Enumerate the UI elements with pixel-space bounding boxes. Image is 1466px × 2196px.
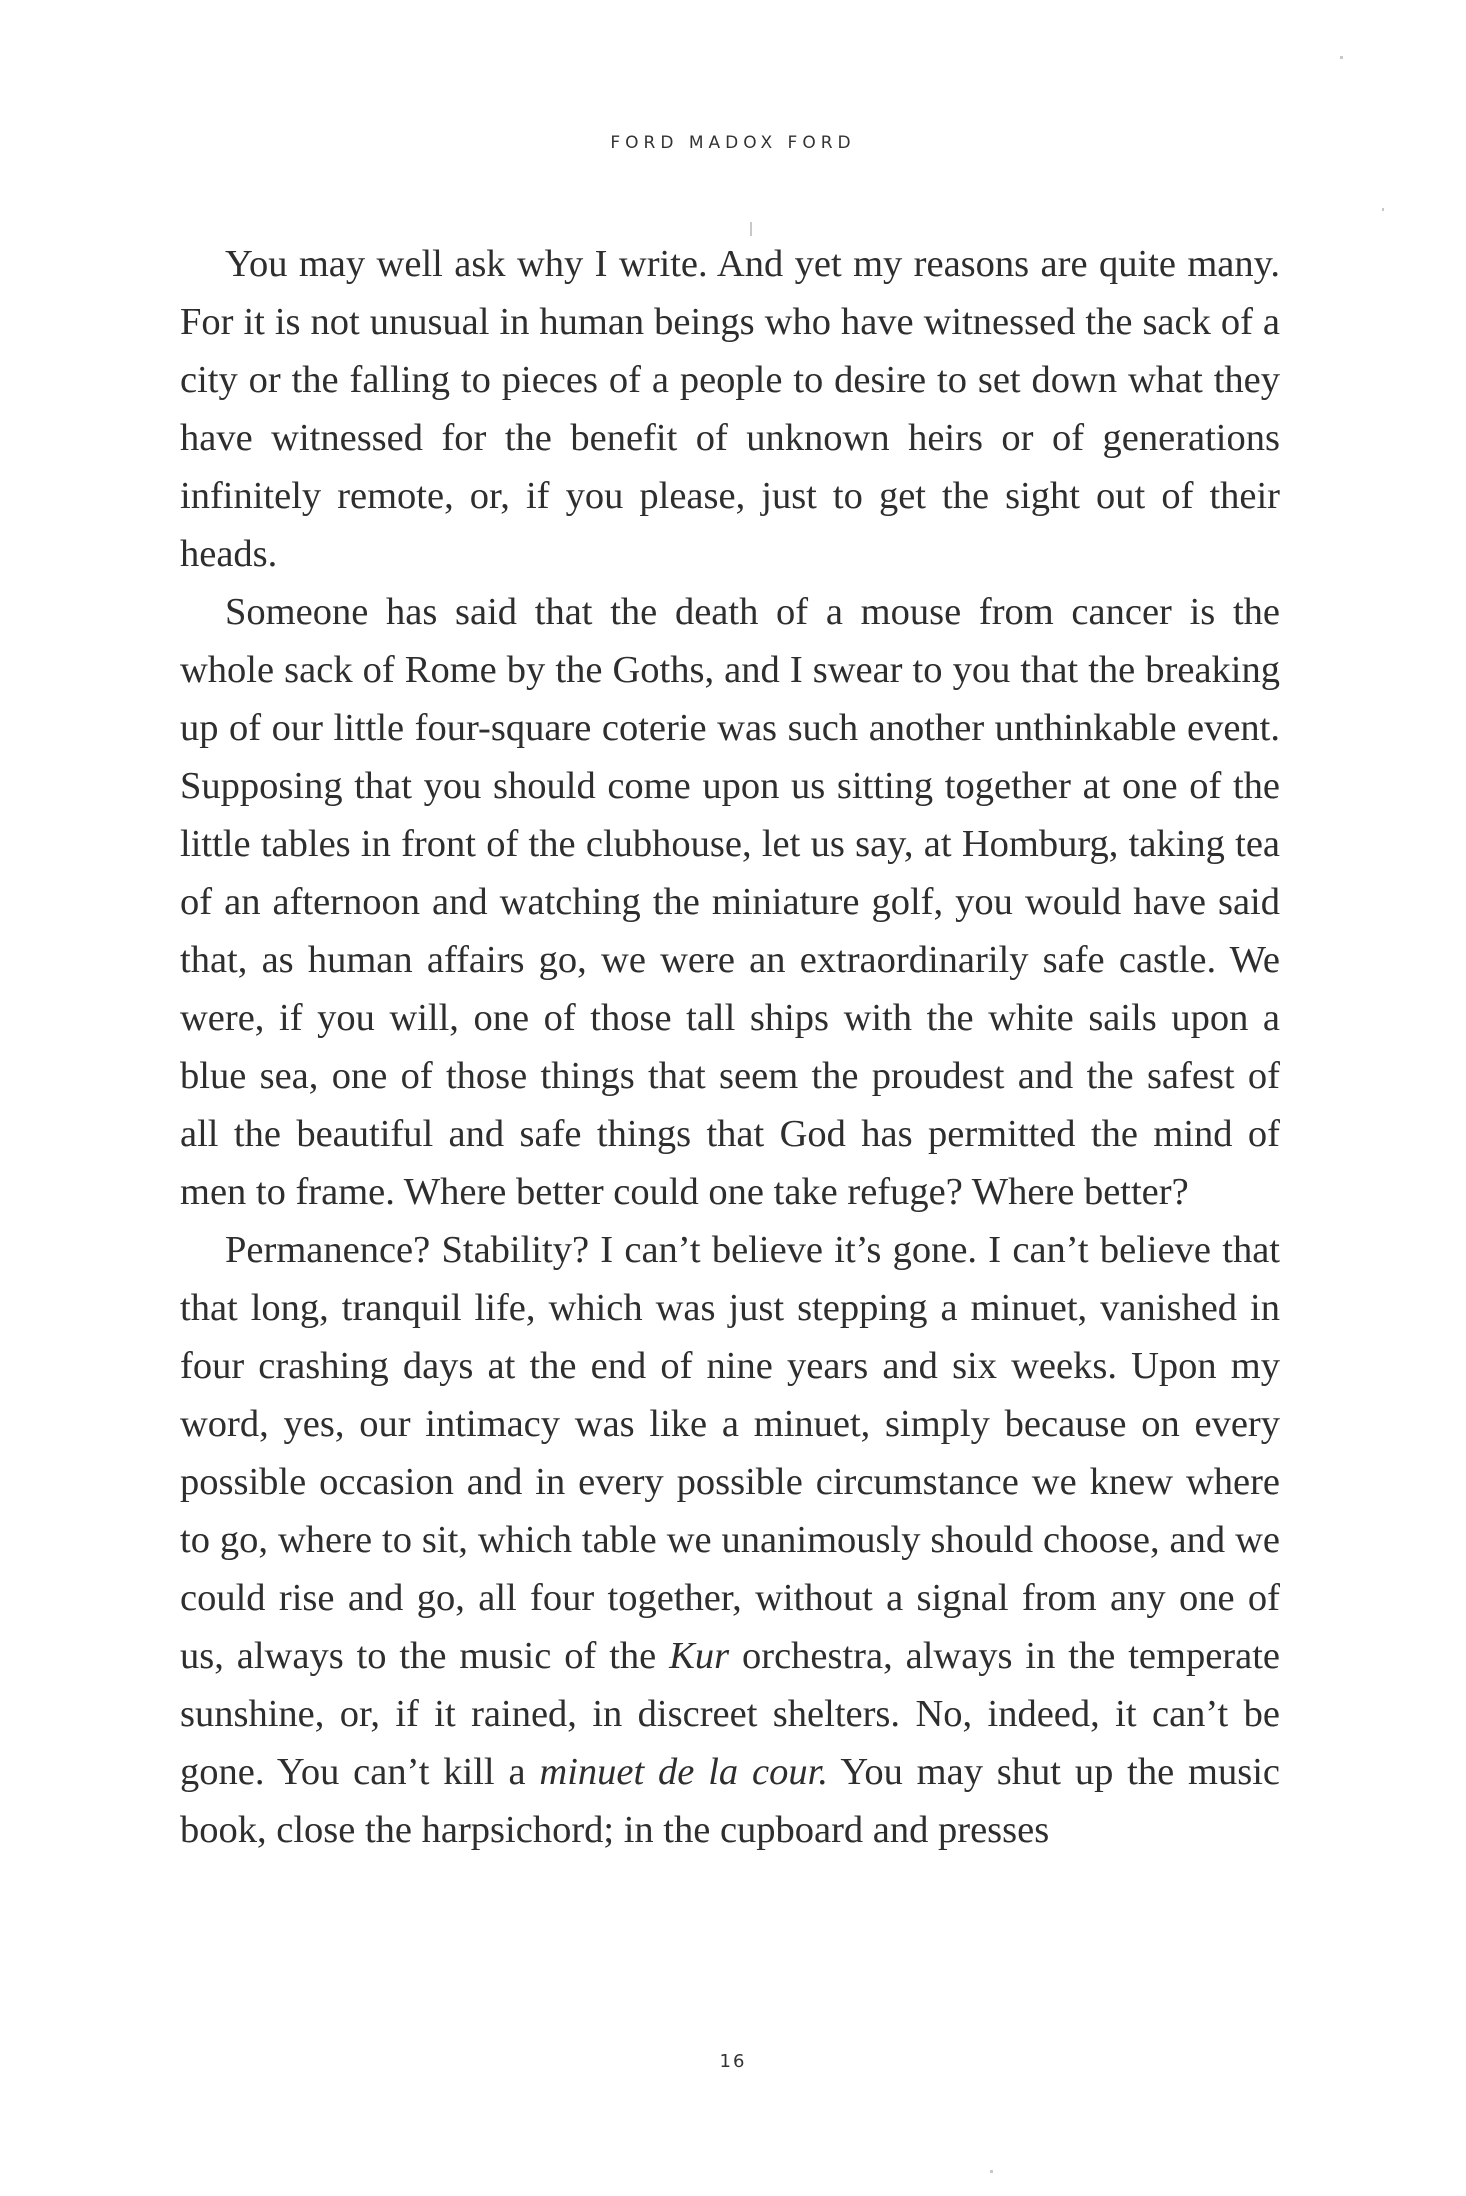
scan-speck	[750, 222, 752, 236]
paragraph-3-text-1: Permanence? Stability? I can’t believe it’s gone. I can’t believe that that long, tranquil life, which was just stepping a minuet, vanished in four crashing days at the end of nine years and six weeks. Upon my word, yes, our intimacy was like a minuet, simply because on every possible occasion and in every possible circumstance we knew where to go, where to sit, which table we unanimously should choose, and we could rise and go, all four together, without a signal from any one of us, always to the music of the	[180, 1229, 1280, 1677]
italic-minuet-de-la-cour: minuet de la cour.	[539, 1751, 828, 1793]
scan-speck	[990, 2170, 993, 2173]
page-number: 16	[719, 2051, 747, 2072]
scan-speck	[1340, 56, 1343, 59]
italic-kur: Kur	[669, 1635, 730, 1677]
paragraph-2: Someone has said that the death of a mouse from cancer is the whole sack of Rome by the Goths, and I swear to you that the breaking up of our little four-square coterie was such another unthinkable event. Supposing that you should come upon us sitting together at one of the little tables in front of the clubhouse, let us say, at Homburg, taking tea of an afternoon and watching the miniature golf, you would have said that, as human affairs go, we were an extraordinarily safe castle. We were, if you will, one of those tall ships with the white sails upon a blue sea, one of those things that seem the proudest and the safest of all the beautiful and safe things that God has permitted the mind of men to frame. Where better could one take refuge? Where better?	[180, 591, 1280, 1213]
paragraph-3-text-2: orchestra, always in the temperate sunshine, or, if it rained, in discreet shelters. No, indeed, it can’t be gone. You can’t kill a	[180, 1635, 1280, 1793]
paragraph-3-text-3: You may shut up the music book, close the harpsichord; in the cupboard and presses	[180, 1751, 1281, 1851]
body-text	[180, 235, 1280, 1859]
running-head: FORD MADOX FORD	[610, 133, 856, 153]
paragraph-3	[180, 1221, 1280, 1859]
paragraph-1: You may well ask why I write. And yet my reasons are quite many. For it is not unusual in human beings who have witnessed the sack of a city or the falling to pieces of a people to desire to set down what they have witnessed for the benefit of unknown heirs or of generations infinitely remote, or, if you please, just to get the sight out of their heads.	[180, 243, 1280, 575]
scan-speck	[1382, 208, 1384, 211]
